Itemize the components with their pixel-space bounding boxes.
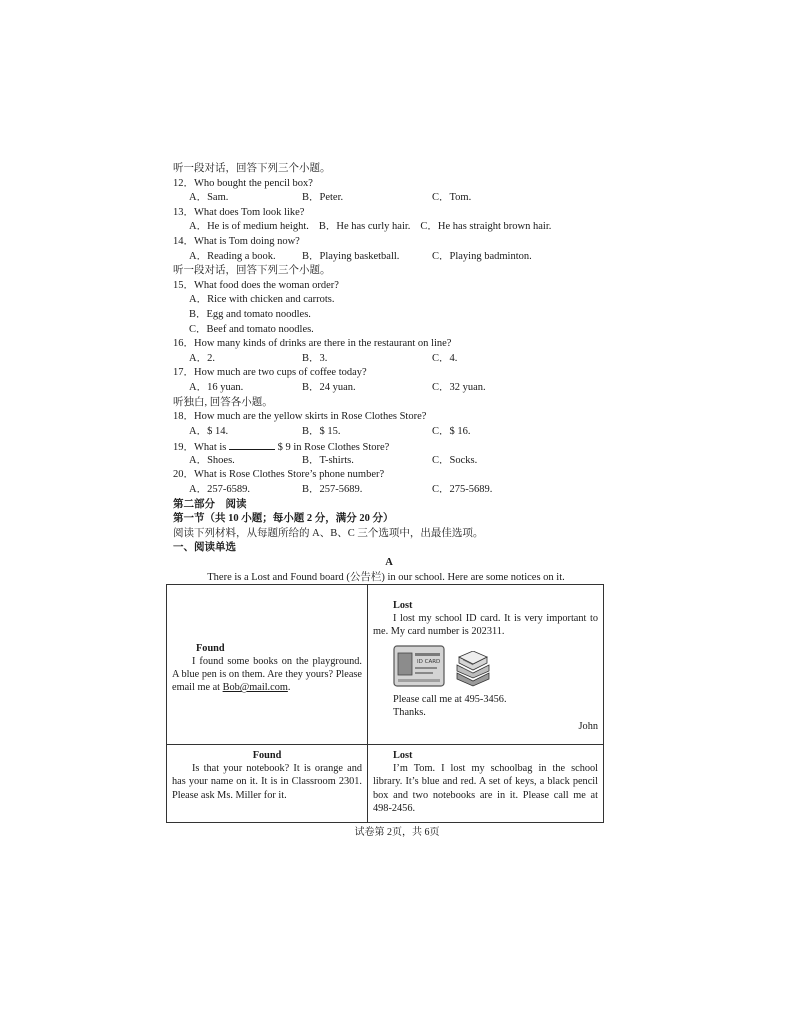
option-c: C．275-5689. — [432, 484, 493, 496]
notice-body: Is that your notebook? It is orange and has your name on it. It is in Classroom 2301. Please ask Ms. Miller for it. — [172, 763, 362, 801]
question-16: 16．How many kinds of drinks are there in the restaurant on line? — [173, 338, 452, 350]
question-20-options — [173, 483, 605, 498]
option-c: C．Tom. — [432, 192, 472, 204]
notice-body: I found some books on the playground. A blue pen is on them. Are they yours? Please email me at — [172, 655, 362, 694]
passage-intro: There is a Lost and Found board (公告栏) in our school. Here are some notices on it. — [207, 571, 565, 583]
option-b: B．257-5689. — [302, 484, 363, 496]
notice-title: Found — [252, 750, 282, 761]
listening-section — [173, 162, 605, 585]
question-16-options — [173, 352, 605, 367]
option-b: B．He has curly hair. — [318, 221, 411, 233]
option-a: A．$ 14. — [189, 425, 229, 437]
section-intro: 听一段对话，回答下列三个小题。 — [173, 163, 331, 174]
notice-body: I’m Tom. I lost my schoolbag in the school library. It’s blue and red. A set of keys, a black pencil box and two notebooks are in it. Please call me at 498-2456. — [373, 763, 598, 814]
notice-found-notebook — [167, 745, 368, 823]
option-a: A．2. — [189, 352, 215, 364]
option-b: B．Egg and tomato noodles. — [189, 308, 311, 320]
option-c: C．32 yuan. — [432, 381, 486, 393]
section-intro: 听一段对话，回答下列三个小题。 — [173, 265, 331, 277]
passage-label: A — [385, 557, 393, 569]
option-c: C．Beef and tomato noodles. — [189, 323, 314, 335]
option-a: A．257-6589. — [189, 484, 250, 496]
option-c: C．Playing badminton. — [432, 250, 532, 262]
option-c: C．$ 16. — [432, 425, 471, 437]
email-link[interactable]: Bob@mail.com — [222, 682, 288, 694]
question-18: 18．How much are the yellow skirts in Rose Clothes Store? — [173, 411, 427, 423]
section-intro: 听独白, 回答各小题。 — [173, 396, 273, 408]
section-heading: 第一节（共 10 小题；每小题 2 分，满分 20 分） — [173, 513, 394, 525]
page-footer: 试卷第 2页，共 6页 — [354, 827, 440, 838]
question-19-stem-pre: 19．What is — [173, 442, 227, 454]
notice-signature: John — [578, 721, 598, 733]
option-a: A．Sam. — [189, 192, 229, 204]
notice-body: I lost my school ID card. It is very important to me. My card number is 202311. — [373, 613, 598, 638]
option-b: B．3. — [302, 352, 328, 364]
option-a: A．16 yuan. — [189, 381, 244, 393]
question-17: 17．How much are two cups of coffee today? — [173, 367, 367, 379]
question-13: 13．What does Tom look like? — [173, 206, 305, 218]
question-12: 12．Who bought the pencil box? — [173, 177, 313, 189]
option-b: B．Peter. — [302, 192, 344, 204]
notice-board-table — [166, 584, 604, 823]
notice-lost-id-card — [368, 585, 604, 745]
option-c: C．Socks. — [432, 454, 478, 466]
notice-illustrations — [393, 645, 598, 687]
notice-text — [172, 655, 362, 695]
notice-punct: . — [287, 682, 291, 694]
sub-heading: 一、阅读单选 — [173, 542, 236, 554]
question-18-options — [173, 425, 605, 440]
option-a: A．Shoes. — [189, 454, 235, 466]
section-instruction: 阅读下列材料，从每题所给的 A、B、C 三个选项中，出最佳选项。 — [173, 527, 484, 539]
notice-title: Lost — [393, 600, 413, 611]
option-b: B．24 yuan. — [302, 381, 356, 393]
books-icon — [453, 651, 493, 687]
option-c: C．He has straight brown hair. — [420, 221, 552, 233]
option-a: A．He is of medium height. — [189, 221, 309, 233]
question-19-options — [173, 454, 605, 469]
option-c: C．4. — [432, 352, 458, 364]
notice-title: Found — [196, 642, 225, 654]
question-19-stem-post: $ 9 in Rose Clothes Store? — [277, 442, 390, 454]
question-14: 14．What is Tom doing now? — [173, 235, 300, 247]
option-b: B．$ 15. — [302, 425, 341, 437]
question-20: 20．What is Rose Clothes Store’s phone number? — [173, 469, 385, 481]
answer-blank — [229, 439, 275, 450]
option-b: B．T-shirts. — [302, 454, 354, 466]
question-15: 15．What food does the woman order? — [173, 279, 339, 291]
question-17-options — [173, 381, 605, 396]
notice-lost-schoolbag — [368, 745, 604, 823]
notice-phone: Please call me at 495-3456. — [393, 693, 507, 705]
option-a: A．Reading a book. — [189, 250, 276, 262]
question-13-options — [173, 220, 605, 235]
notice-thanks: Thanks. — [393, 706, 426, 718]
option-a: A．Rice with chicken and carrots. — [189, 294, 335, 306]
part-title: 第二部分 阅读 — [173, 498, 247, 510]
question-19 — [173, 439, 605, 454]
question-12-options — [173, 191, 605, 206]
question-14-options — [173, 250, 605, 265]
option-b: B．Playing basketball. — [302, 250, 400, 262]
notice-title: Lost — [393, 750, 413, 761]
id-card-label: ID CARD — [417, 658, 441, 665]
id-card-icon — [393, 645, 445, 687]
notice-found-books — [167, 585, 368, 745]
